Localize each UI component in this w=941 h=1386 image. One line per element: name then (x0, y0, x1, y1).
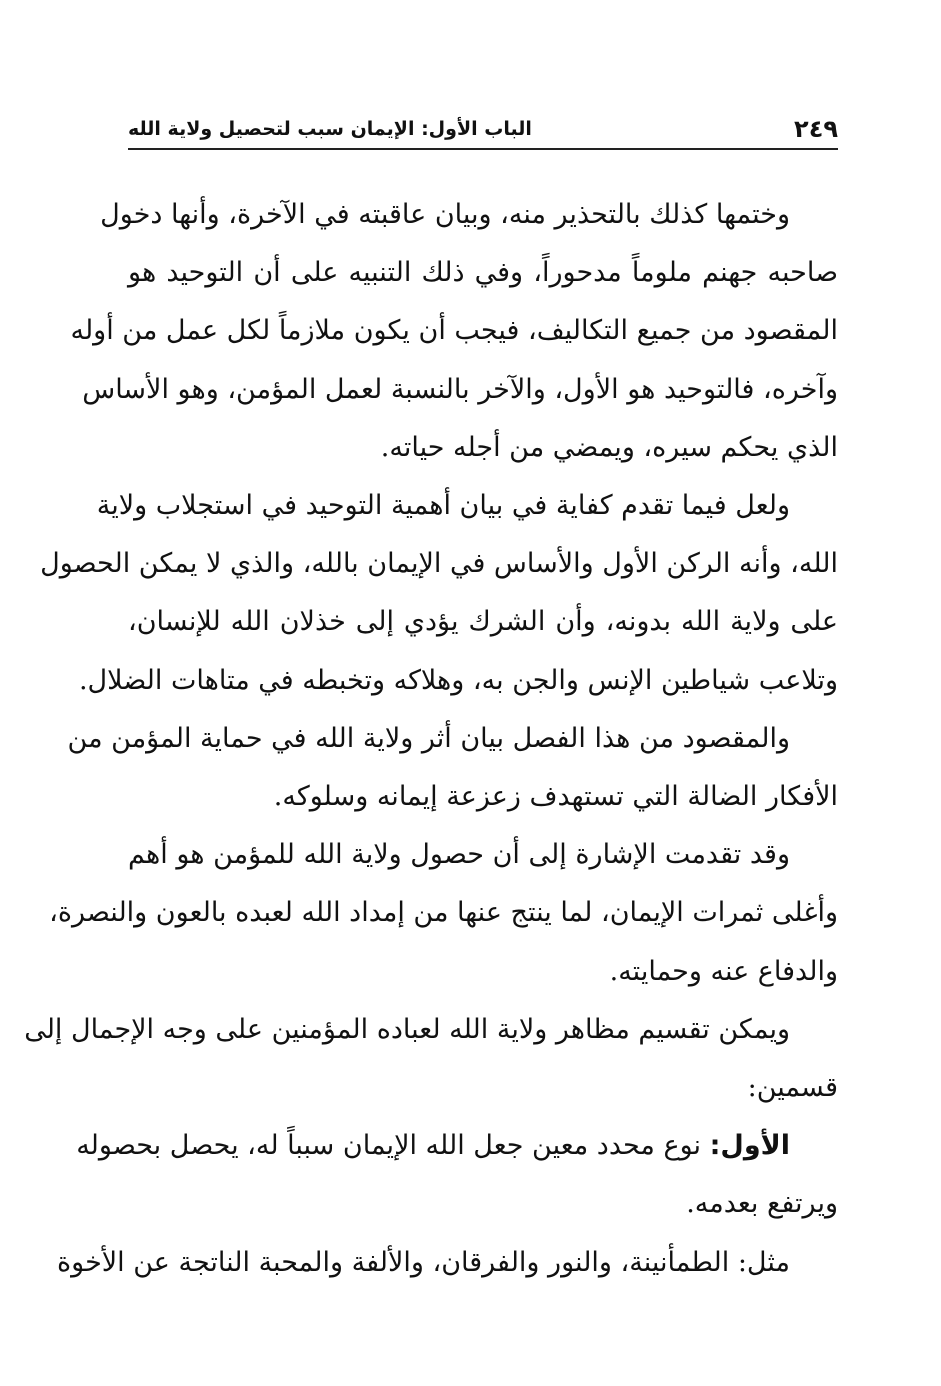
section-lead: الأول: (709, 1130, 790, 1162)
page-number: ٢٤٩ (794, 115, 838, 143)
text-line: مثل: الطمأنينة، والنور والفرقان، والألفة والمحبة الناتجة عن الأخوة (56, 1246, 790, 1278)
text-line: ويرتفع بعدمه. (686, 1188, 838, 1220)
body-text (24, 186, 838, 1292)
chapter-title: الباب الأول: الإيمان سبب لتحصيل ولاية الله (128, 118, 532, 140)
paragraph-5 (24, 1001, 838, 1117)
paragraph-2 (40, 477, 838, 710)
paragraph-7 (56, 1234, 838, 1292)
paragraph-3 (67, 710, 838, 826)
paragraph-4 (49, 826, 838, 1001)
paragraph-1 (70, 186, 838, 477)
text-line: صاحبه جهنم ملوماً مدحوراً، وفي ذلك التنبيه على أن التوحيد هو (128, 257, 838, 289)
text-line: قسمين: (747, 1072, 838, 1104)
text-line: وختمها كذلك بالتحذير منه، وبيان عاقبته في الآخرة، وأنها دخول (100, 199, 790, 230)
text-line: وتلاعب شياطين الإنس والجن به، وهلاكه وتخبطه في متاهات الضلال. (78, 664, 838, 696)
text-line: الأفكار الضالة التي تستهدف زعزعة إيمانه وسلوكه. (273, 781, 838, 813)
text-line: ويمكن تقسيم مظاهر ولاية الله لعباده المؤمنين على وجه الإجمال إلى (24, 1013, 790, 1045)
text-line-content: نوع محدد معين جعل الله الإيمان سبباً له، يحصل بحصوله (76, 1130, 710, 1162)
text-line: والمقصود من هذا الفصل بيان أثر ولاية الله في حماية المؤمن من (67, 722, 790, 754)
text-line: وآخره، فالتوحيد هو الأول، والآخر بالنسبة لعمل المؤمن، وهو الأساس (82, 373, 838, 405)
text-line: والدفاع عنه وحمايته. (609, 955, 838, 987)
text-line: الذي يحكم سيره، ويمضي من أجله حياته. (380, 431, 838, 463)
paragraph-6 (76, 1117, 838, 1233)
text-line: وقد تقدمت الإشارة إلى أن حصول ولاية الله للمؤمن هو أهم (128, 839, 790, 871)
text-line: وأغلى ثمرات الإيمان، لما ينتج عنها من إمداد الله لعبده بالعون والنصرة، (49, 897, 838, 929)
text-line: ولعل فيما تقدم كفاية في بيان أهمية التوحيد في استجلاب ولاية (96, 490, 790, 522)
text-line: على ولاية الله بدونه، وأن الشرك يؤدي إلى خذلان الله للإنسان، (128, 606, 838, 638)
text-line: المقصود من جميع التكاليف، فيجب أن يكون ملازماً لكل عمل من أوله (70, 315, 838, 347)
text-line (76, 1117, 838, 1175)
running-header (128, 108, 838, 144)
header-divider (128, 148, 838, 150)
text-line: الله، وأنه الركن الأول والأساس في الإيمان بالله، والذي لا يمكن الحصول (40, 548, 838, 580)
